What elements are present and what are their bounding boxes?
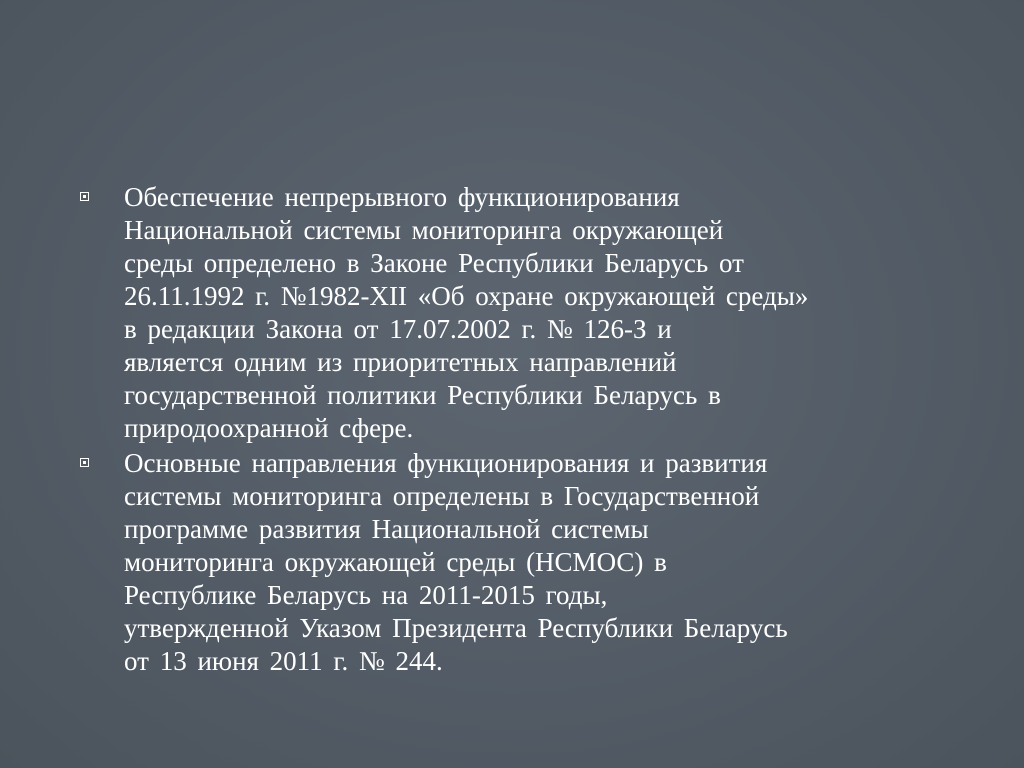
text-line: в редакции Закона от 17.07.2002 г. № 126-З и <box>124 314 672 344</box>
square-bullet-icon <box>80 458 89 467</box>
text-line: Обеспечение непрерывного функционирования <box>124 182 680 212</box>
text-line: является одним из приоритетных направлений <box>124 347 677 377</box>
text-line: утвержденной Указом Президента Республики Беларусь <box>124 613 788 643</box>
text-line: Национальной системы мониторинга окружающей <box>124 215 724 245</box>
bullet-list <box>78 181 968 680</box>
bullet-item-program <box>78 447 968 678</box>
text-line: среды определено в Законе Республики Беларусь от <box>124 248 744 278</box>
text-line: от 13 июня 2011 г. № 244. <box>124 646 443 676</box>
text-line: государственной политики Республики Беларусь в <box>124 380 721 410</box>
text-line: 26.11.1992 г. №1982-XII «Об охране окружающей среды» <box>124 281 809 311</box>
text-line: программе развития Национальной системы <box>124 514 649 544</box>
text-line: Основные направления функционирования и развития <box>124 448 768 478</box>
text-line: мониторинга окружающей среды (НСМОС) в <box>124 547 667 577</box>
text-line: природоохранной сфере. <box>124 413 414 443</box>
text-line: Республике Беларусь на 2011-2015 годы, <box>124 580 608 610</box>
bullet-item-law <box>78 181 968 445</box>
text-line: системы мониторинга определены в Государственной <box>124 481 760 511</box>
square-bullet-icon <box>80 192 89 201</box>
